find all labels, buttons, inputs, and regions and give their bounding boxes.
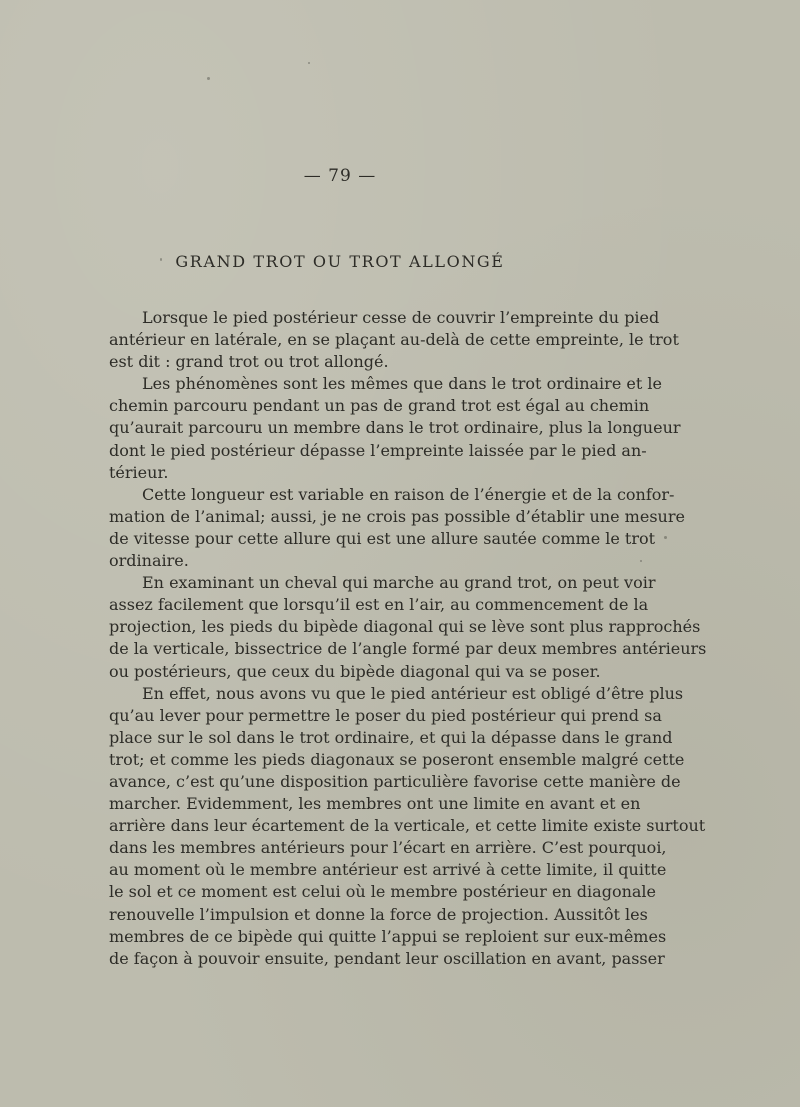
text-line: dans les membres antérieurs pour l’écart en arrière. C’est pourquoi,: [109, 838, 667, 858]
text-line: projection, les pieds du bipède diagonal qui se lève sont plus rapprochés: [109, 617, 701, 637]
text-line: Cette longueur est variable en raison de l’énergie et de la confor-: [142, 484, 675, 504]
paper-speck: [308, 62, 310, 64]
text-line: membres de ce bipède qui quitte l’appui se reploient sur eux-mêmes: [109, 926, 667, 946]
paper-speck: [160, 258, 162, 261]
text-line: place sur le sol dans le trot ordinaire, et qui la dépasse dans le grand: [109, 727, 673, 747]
text-line: le sol et ce moment est celui où le membre postérieur en diagonale: [109, 882, 657, 902]
text-line: En examinant un cheval qui marche au grand trot, on peut voir: [142, 573, 656, 593]
text-line: chemin parcouru pendant un pas de grand trot est égal au chemin: [109, 396, 650, 416]
text-line: En effet, nous avons vu que le pied antérieur est obligé d’être plus: [142, 683, 684, 703]
text-line: mation de l’animal; aussi, je ne crois pas possible d’établir une mesure: [109, 506, 685, 526]
paper-speck: [640, 560, 642, 562]
text-line: marcher. Evidemment, les membres ont une limite en avant et en: [109, 794, 641, 814]
text-line: ou postérieurs, que ceux du bipède diagonal qui va se poser.: [109, 661, 601, 681]
text-line: au moment où le membre antérieur est arrivé à cette limite, il quitte: [109, 860, 667, 880]
text-line: arrière dans leur écartement de la verticale, et cette limite existe surtout: [109, 816, 706, 836]
text-line: renouvelle l’impulsion et donne la force de projection. Aussitôt les: [109, 904, 648, 924]
text-line: avance, c’est qu’une disposition particulière favorise cette manière de: [109, 771, 681, 791]
text-line: ordinaire.: [109, 551, 189, 571]
text-line: dont le pied postérieur dépasse l’empreinte laissée par le pied an-: [109, 440, 647, 460]
paper-speck: [664, 536, 667, 539]
text-line: trot; et comme les pieds diagonaux se poseront ensemble malgré cette: [109, 749, 685, 769]
text-line: qu’au lever pour permettre le poser du pied postérieur qui prend sa: [109, 705, 662, 725]
text-line: de façon à pouvoir ensuite, pendant leur oscillation en avant, passer: [109, 948, 665, 968]
text-line: de la verticale, bissectrice de l’angle formé par deux membres antérieurs: [109, 639, 707, 659]
text-line: qu’aurait parcouru un membre dans le trot ordinaire, plus la longueur: [109, 418, 681, 438]
paper-speck: [207, 77, 210, 80]
text-line: est dit : grand trot ou trot allongé.: [109, 352, 389, 372]
text-line: térieur.: [109, 462, 169, 482]
text-line: antérieur en latérale, en se plaçant au-delà de cette empreinte, le trot: [109, 330, 679, 350]
text-line: Les phénomènes sont les mêmes que dans le trot ordinaire et le: [142, 374, 662, 394]
text-line: Lorsque le pied postérieur cesse de couvrir l’empreinte du pied: [142, 308, 660, 327]
text-line: assez facilement que lorsqu’il est en l’air, au commencement de la: [109, 595, 649, 615]
section-title: GRAND TROT OU TROT ALLONGÉ: [175, 252, 505, 271]
text-line: de vitesse pour cette allure qui est une allure sautée comme le trot: [109, 528, 656, 548]
page-number: — 79 —: [303, 166, 377, 186]
body-text: [109, 307, 707, 970]
